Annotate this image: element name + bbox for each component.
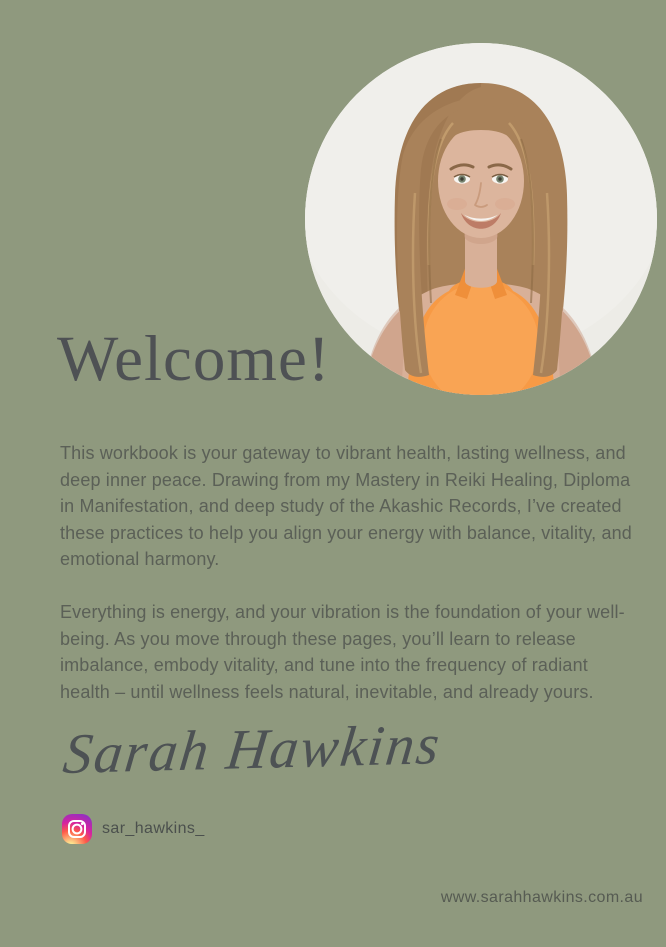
page-title: Welcome! bbox=[57, 323, 331, 395]
signature: Sarah Hawkins bbox=[60, 713, 445, 787]
instagram-icon[interactable] bbox=[62, 814, 92, 844]
intro-paragraph-1: This workbook is your gateway to vibrant health, lasting wellness, and deep inner peace. Drawing from my Mastery in Reiki Healing, Diploma in Manifestation, and deep study of the Akashic Records, I’ve created these practices to help you align your energy with balance, vitality, and emotional harmony. bbox=[60, 443, 632, 570]
profile-photo bbox=[305, 43, 657, 395]
intro-paragraph-2: Everything is energy, and your vibration is the foundation of your well-being. As you move through these pages, you’ll learn to release imbalance, embody vitality, and tune into the frequency of radiant health – until wellness feels natural, inevitable, and already yours. bbox=[60, 602, 625, 702]
portrait-photo-illustration bbox=[305, 43, 657, 395]
instagram-handle[interactable]: sar_hawkins_ bbox=[102, 820, 205, 837]
website-url[interactable]: www.sarahhawkins.com.au bbox=[440, 889, 643, 906]
instagram-link[interactable] bbox=[62, 814, 205, 844]
